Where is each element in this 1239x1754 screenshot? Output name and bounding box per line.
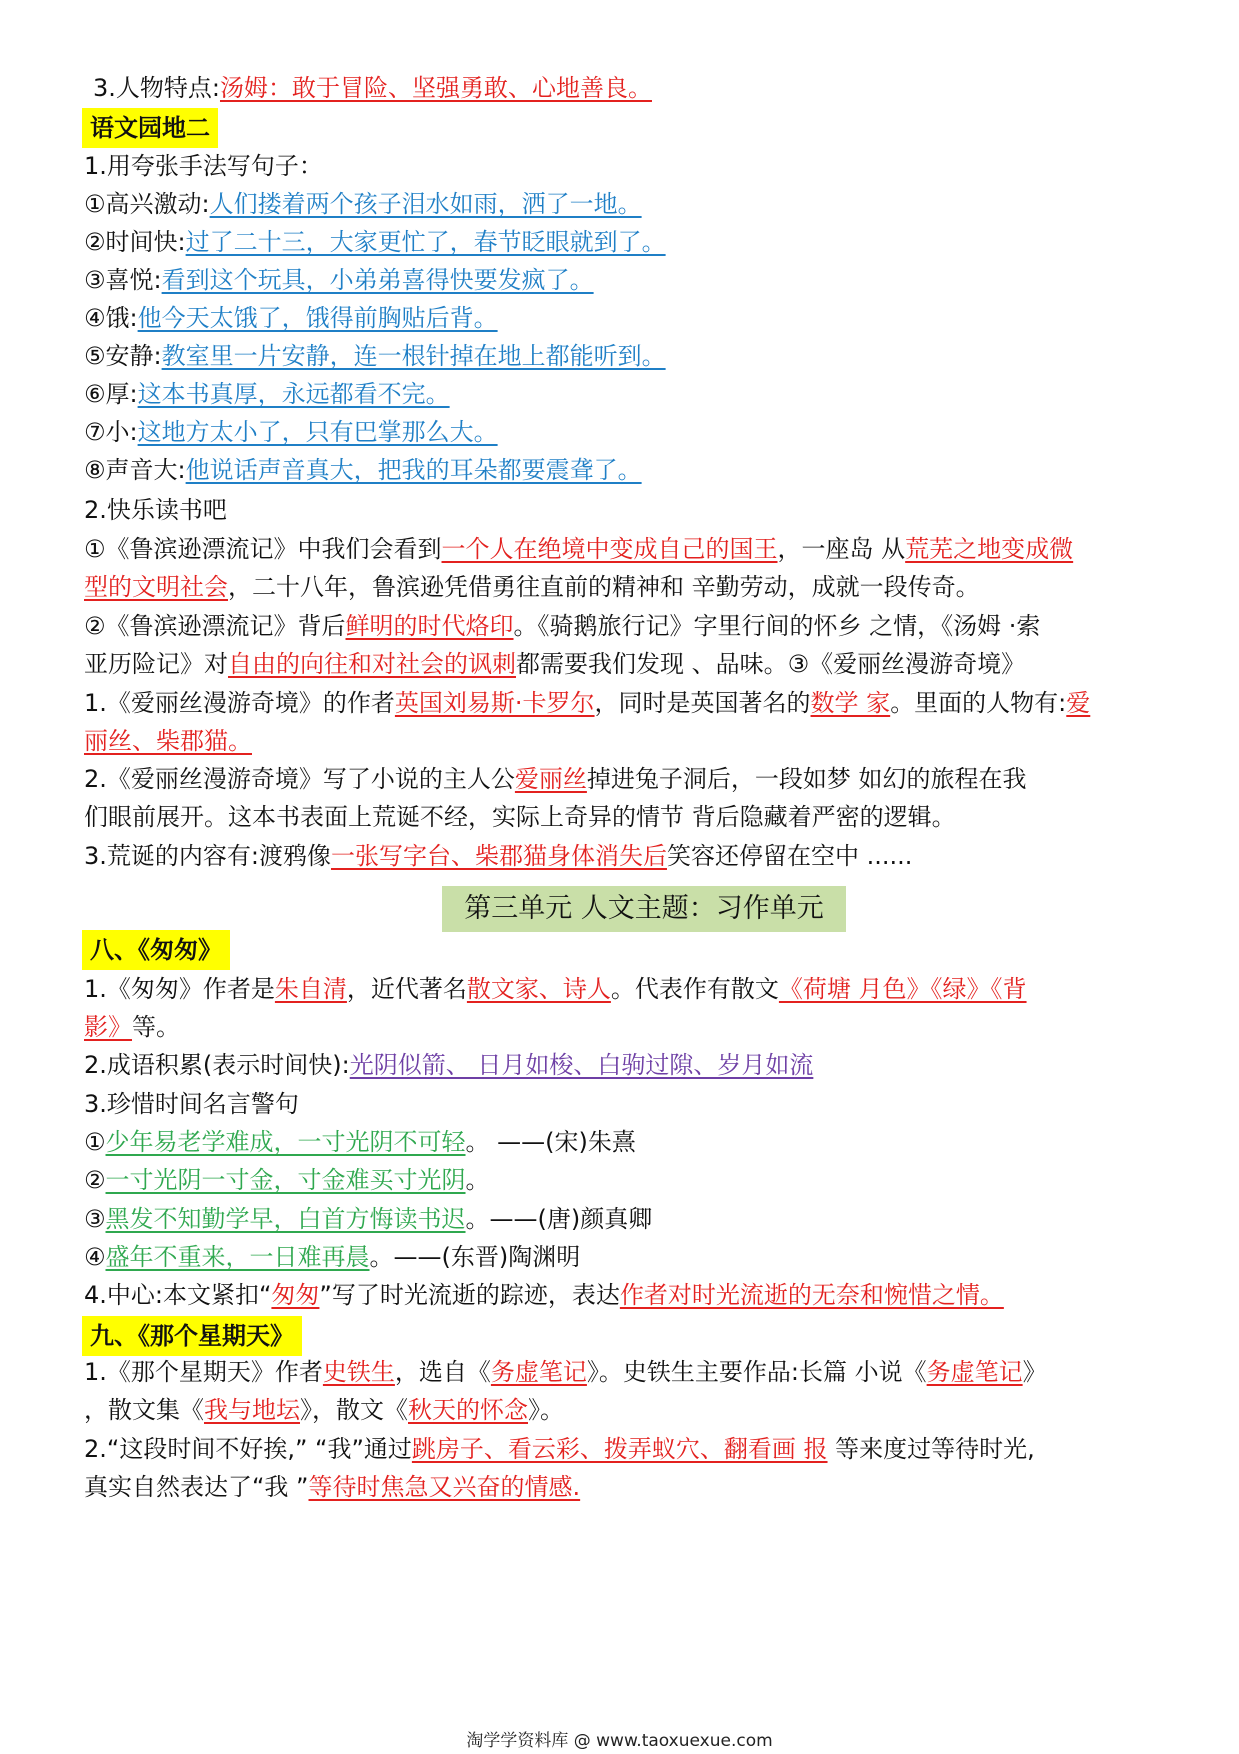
section-heading-yuwen-yuandi-2: 语文园地二 [82,108,218,148]
line-quote-1: ①少年易老学难成，一寸光阴不可轻。 ——(宋)朱熹 [84,1128,636,1156]
line-quote-4: ④盛年不重来，一日难再晨。——(东晋)陶渊明 [84,1243,581,1271]
line-congcong-center: 4.中心:本文紧扣“匆匆”写了时光流逝的踪迹，表达作者对时光流逝的无奈和惋惜之情。 [84,1281,1004,1309]
line-quote-2: ②一寸光阴一寸金，寸金难买寸光阴。 [84,1166,490,1194]
line-congcong-author-1: 1.《匆匆》作者是朱自清，近代著名散文家、诗人。代表作有散文《荷塘 月色》《绿》《背 [84,975,1027,1003]
line-happy-reading-title: 2.快乐读书吧 [84,496,227,524]
line-sunday-author-1: 1.《那个星期天》作者史铁生，选自《务虚笔记》。史铁生主要作品:长篇 小说《务虚笔记》 [84,1358,1047,1386]
line-robinson-2: 型的文明社会，二十八年，鲁滨逊凭借勇往直前的精神和 辛勤劳动，成就一段传奇。 [84,573,980,601]
line-exaggeration-6: ⑥厚:这本书真厚，永远都看不完。 [84,380,450,408]
line-alice-author: 1.《爱丽丝漫游奇境》的作者英国刘易斯·卡罗尔，同时是英国著名的数学 家。里面的人物有:爱 [84,689,1091,717]
line-exaggeration-4: ④饿:他今天太饿了，饿得前胸贴后背。 [84,304,498,332]
line-sunday-waiting-2: 真实自然表达了“我 ”等待时焦急又兴奋的情感. [84,1473,581,1501]
line-exaggeration-1: ①高兴激动:人们搂着两个孩子泪水如雨，洒了一地。 [84,190,642,218]
line-idioms: 2.成语积累(表示时间快):光阴似箭、 日月如梭、白驹过隙、岁月如流 [84,1051,814,1079]
section-heading-nage-xingqitian: 九、《那个星期天》 [82,1316,302,1356]
line-character-traits: 3.人物特点:汤姆：敢于冒险、坚强勇敢、心地善良。 [93,74,652,102]
line-exaggeration-8: ⑧声音大:他说话声音真大，把我的耳朵都要震聋了。 [84,456,642,484]
line-exaggeration-7: ⑦小:这地方太小了，只有巴掌那么大。 [84,418,498,446]
line-exaggeration-5: ⑤安静:教室里一片安静，连一根针掉在地上都能听到。 [84,342,666,370]
line-sunday-author-2: ，散文集《我与地坛》，散文《秋天的怀念》。 [84,1396,564,1424]
line-exaggeration-2: ②时间快:过了二十三，大家更忙了，春节眨眼就到了。 [84,228,666,256]
footer-watermark: 淘学学资料库 @ www.taoxuexue.com [466,1731,773,1751]
line-robinson-3: ②《鲁滨逊漂流记》背后鲜明的时代烙印。《骑鹅旅行记》字里行间的怀乡 之情，《汤姆 ·索 [84,612,1041,640]
line-congcong-author-2: 影》等。 [84,1013,180,1041]
line-quotes-title: 3.珍惜时间名言警句 [84,1090,299,1118]
line-quote-3: ③黑发不知勤学早，白首方悔读书迟。——(唐)颜真卿 [84,1205,653,1233]
unit-banner: 第三单元 人文主题：习作单元 [442,886,846,932]
line-alice-story-2: 们眼前展开。这本书表面上荒诞不经，实际上奇异的情节 背后隐藏着严密的逻辑。 [84,803,956,831]
line-alice-characters: 丽丝、柴郡猫。 [84,727,252,755]
line-exaggeration-3: ③喜悦:看到这个玩具，小弟弟喜得快要发疯了。 [84,266,594,294]
line-exaggeration-title: 1.用夸张手法写句子： [84,152,323,180]
line-alice-story-1: 2.《爱丽丝漫游奇境》写了小说的主人公爱丽丝掉进兔子洞后，一段如梦 如幻的旅程在我 [84,765,1027,793]
section-heading-congcong: 八、《匆匆》 [82,930,230,970]
line-sunday-waiting-1: 2.“这段时间不好挨,” “我”通过跳房子、看云彩、拨弄蚁穴、翻看画 报 等来度过等待时光, [84,1435,1035,1463]
line-alice-absurd: 3.荒诞的内容有:渡鸦像一张写字台、柴郡猫身体消失后笑容还停留在空中 ...... [84,842,913,870]
line-robinson-1: ①《鲁滨逊漂流记》中我们会看到一个人在绝境中变成自己的国王，一座岛 从荒芜之地变成微 [84,535,1074,563]
line-tom-sawyer: 亚历险记》对自由的向往和对社会的讽刺都需要我们发现 、品味。③《爱丽丝漫游奇境》 [84,650,1026,678]
